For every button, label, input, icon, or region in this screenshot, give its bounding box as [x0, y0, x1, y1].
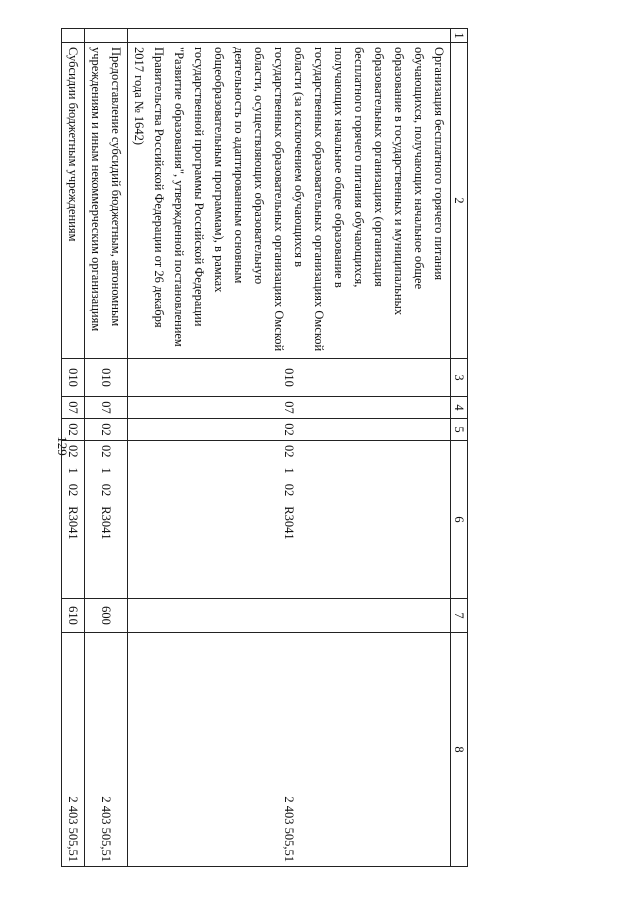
code-admin: 010: [62, 359, 85, 397]
amount: 2 403 505,51: [62, 633, 85, 867]
code-expense-type: [128, 599, 451, 633]
row-description: Организация бесплатного горячего питания обучающихся, получающих начальное общее образование в государственных и муниципальных образовательных организациях (организация бесплатного горячего питания обучающихся, получающих начальное общее образование в государственных образовательных организациях Омской области (за исключением обучающихся в государственных образовательных организациях Омской области, осуществляющих образовательную деятельность по адаптированным основным общеобразовательным программам), в рамках государственной программы Российской Федерации "Развитие образования", утвержденной постановлением Правительства Российской Федерации от 26 декабря 2017 года № 1642): [128, 43, 451, 359]
header-col-2: 2: [451, 43, 468, 359]
table-header-row: [451, 29, 468, 867]
code-expense-type: 600: [85, 599, 128, 633]
header-col-1: 1: [451, 29, 468, 43]
row-marker-cell: [128, 29, 451, 43]
code-admin: 010: [128, 359, 451, 397]
code-admin: 010: [85, 359, 128, 397]
row-description: Предоставление субсидий бюджетным, автономным учреждениям и иным некоммерческим организациям: [85, 43, 128, 359]
rotated-table-area: [66, 28, 640, 862]
table-row: [62, 29, 85, 867]
header-col-3: 3: [451, 359, 468, 397]
code-section: 07: [85, 397, 128, 419]
code-target-article: 02102R3041: [85, 441, 128, 599]
budget-table: [61, 28, 468, 867]
code-target-article: 02102R3041: [128, 441, 451, 599]
header-col-8: 8: [451, 633, 468, 867]
amount: 2 403 505,51: [128, 633, 451, 867]
table-row: [85, 29, 128, 867]
row-marker-cell: [85, 29, 128, 43]
header-col-6: 6: [451, 441, 468, 599]
header-col-5: 5: [451, 419, 468, 441]
header-col-7: 7: [451, 599, 468, 633]
row-marker-cell: [62, 29, 85, 43]
code-subsection: 02: [128, 419, 451, 441]
page-number: 129: [54, 436, 70, 456]
table-row: [128, 29, 451, 867]
code-section: 07: [128, 397, 451, 419]
code-expense-type: 610: [62, 599, 85, 633]
code-section: 07: [62, 397, 85, 419]
amount: 2 403 505,51: [85, 633, 128, 867]
code-subsection: 02: [62, 419, 85, 441]
code-subsection: 02: [85, 419, 128, 441]
code-target-article: 02102R3041: [62, 441, 85, 599]
row-description: Субсидии бюджетным учреждениям: [62, 43, 85, 359]
header-col-4: 4: [451, 397, 468, 419]
